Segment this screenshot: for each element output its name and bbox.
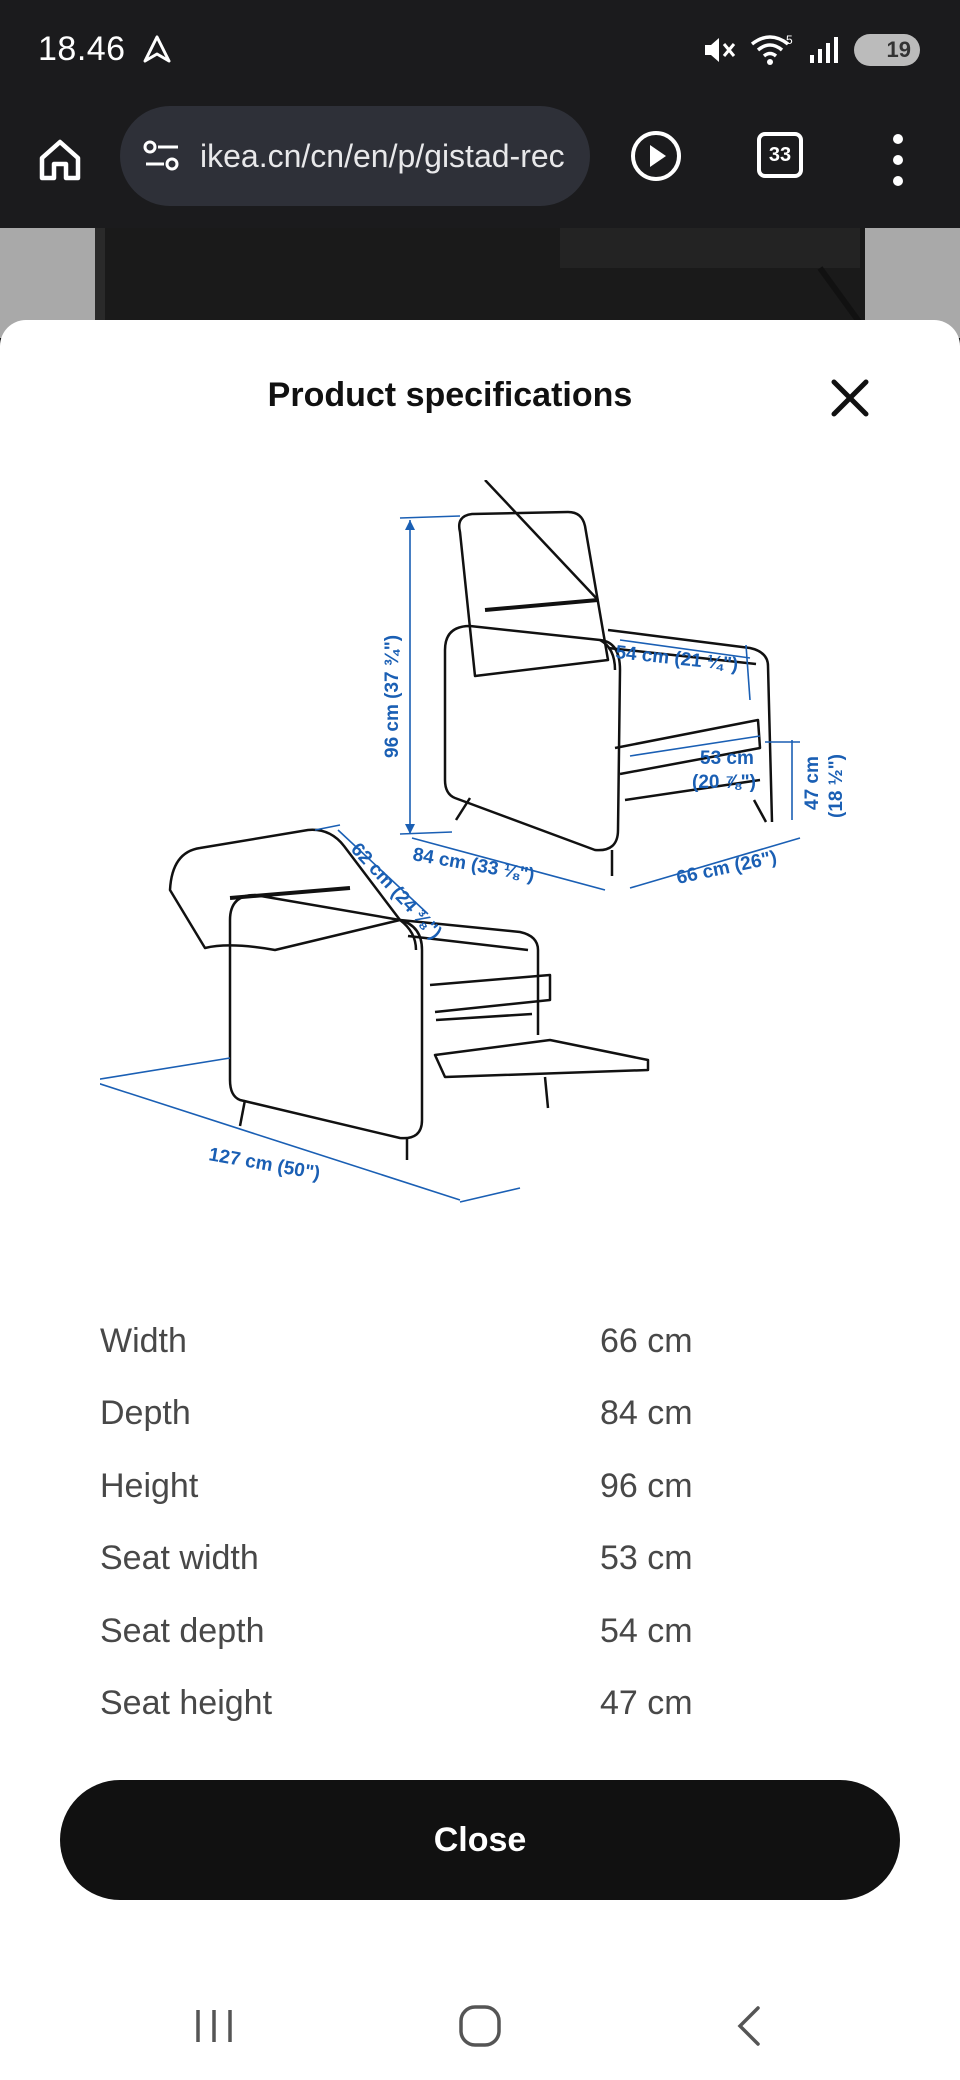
sheet-title: Product specifications — [267, 376, 633, 414]
wifi-icon — [750, 34, 794, 66]
play-icon — [628, 128, 684, 184]
mute-icon — [702, 35, 736, 65]
spec-row — [100, 1668, 860, 1741]
dim-height-label: 96 cm (37 ¾") — [382, 634, 403, 758]
spec-row — [100, 1305, 860, 1378]
tabs-button[interactable] — [757, 132, 803, 178]
dim-depth-label: 84 cm (33 ⅛") — [411, 844, 536, 887]
dim-width-label: 66 cm (26") — [674, 847, 779, 889]
site-settings-icon[interactable] — [142, 138, 182, 174]
spec-value: 47 cm — [600, 1684, 693, 1723]
spec-value: 66 cm — [600, 1321, 693, 1360]
dim-reclined-length-label: 127 cm (50") — [207, 1144, 322, 1185]
more-vert-icon[interactable] — [886, 130, 910, 190]
battery-level: 19 — [886, 37, 911, 62]
play-button[interactable] — [628, 128, 684, 184]
close-sheet-button[interactable] — [826, 374, 874, 422]
dim-seat-depth-label: 54 cm (21 ¼") — [614, 642, 740, 676]
spec-row — [100, 1450, 860, 1523]
spec-label: Depth — [100, 1394, 191, 1433]
dim-back-reclined-label: 62 cm (24 ⅜") — [346, 839, 446, 944]
dim-seat-width-in-label: (20 ⅞") — [692, 772, 756, 793]
spec-row — [100, 1523, 860, 1596]
signal-icon — [808, 35, 840, 65]
spec-row — [100, 1595, 860, 1668]
status-icons — [702, 30, 920, 70]
close-icon — [826, 374, 874, 422]
product-specifications-sheet — [0, 320, 960, 1970]
spec-label: Width — [100, 1321, 187, 1360]
battery-indicator — [854, 34, 920, 66]
recent-apps-icon[interactable] — [190, 2006, 238, 2046]
navigation-arrow-icon — [142, 34, 172, 64]
spec-label: Seat height — [100, 1684, 273, 1723]
specifications-table — [100, 1305, 860, 1740]
dim-seat-height-in-label: (18 ½") — [826, 754, 847, 818]
dim-seat-height-cm-label: 47 cm — [802, 756, 823, 810]
home-icon — [36, 136, 84, 184]
address-bar[interactable] — [120, 106, 590, 206]
home-button[interactable] — [30, 130, 90, 190]
spec-label: Height — [100, 1466, 199, 1505]
home-nav-icon[interactable] — [456, 2002, 504, 2050]
spec-value: 96 cm — [600, 1466, 693, 1505]
status-bar — [0, 0, 960, 100]
tab-count: 33 — [768, 143, 792, 166]
back-icon[interactable] — [730, 2004, 770, 2048]
svg-text:5: 5 — [786, 34, 793, 47]
spec-row — [100, 1378, 860, 1451]
spec-value: 54 cm — [600, 1611, 693, 1650]
dim-seat-width-cm-label: 53 cm — [700, 748, 754, 769]
dimension-diagram — [100, 480, 860, 1260]
clock: 18.46 — [38, 30, 126, 68]
spec-value: 84 cm — [600, 1394, 693, 1433]
spec-label: Seat depth — [100, 1611, 265, 1650]
system-navigation-bar — [0, 1970, 960, 2080]
url-text[interactable]: ikea.cn/cn/en/p/gistad-rec — [200, 137, 565, 174]
browser-toolbar — [0, 100, 960, 228]
close-button[interactable]: Close — [60, 1780, 900, 1900]
spec-value: 53 cm — [600, 1539, 693, 1578]
spec-label: Seat width — [100, 1539, 259, 1578]
